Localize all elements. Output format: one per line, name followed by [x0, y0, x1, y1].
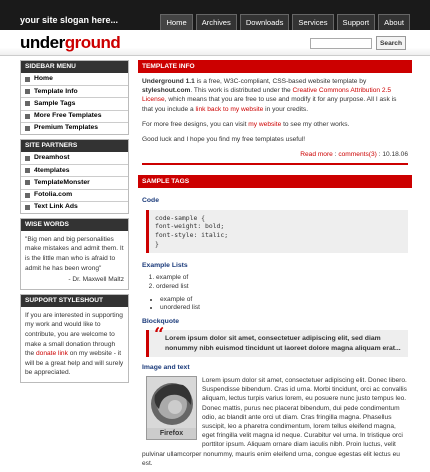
partner-4templates[interactable]: 4templates: [21, 164, 128, 176]
nav-home[interactable]: Home: [160, 14, 192, 30]
search-input[interactable]: [310, 38, 372, 49]
site-slogan: your site slogan here...: [20, 15, 119, 25]
list-item: • example of: [160, 296, 408, 305]
image-and-text: [142, 376, 408, 468]
sample-tags-title: SAMPLE TAGS: [138, 175, 412, 188]
blockquote-heading: Blockquote: [142, 318, 180, 326]
partner-fotolia[interactable]: Fotolia.com: [21, 189, 128, 201]
bullet-icon: [25, 205, 30, 210]
blockquote: “ Lorem ipsum dolor sit amet, consectetuer adipiscing elit, sed diam nonummy nibh euismod tincidunt ut laoreet dolore magna aliquam erat...: [146, 330, 408, 356]
wise-cite: - Dr. Maxwell Maltz: [68, 276, 124, 284]
top-bar: [0, 0, 430, 30]
sidebar-item-home[interactable]: Home: [21, 73, 128, 85]
bullet-icon: [25, 89, 30, 94]
sidebar: [20, 60, 129, 387]
partner-dreamhost[interactable]: Dreamhost: [21, 152, 128, 164]
quote-mark-icon: “: [154, 324, 165, 346]
license-link[interactable]: Creative Commons Attribution 2.5 License: [142, 87, 392, 104]
sidebar-item-sample-tags[interactable]: Sample Tags: [21, 97, 128, 109]
info-paragraph-1: Underground 1.1 is a free, W3C-compliant, CSS-based website template by styleshout.com. This work is distributed under the Creative Commons Attribution 2.5 License, which means that you are free to use and modify it for any purpose. All I ask is that you include a link back to my website in your credits.: [142, 78, 397, 113]
info-paragraph-3: Good luck and I hope you find my free templates useful!: [142, 136, 306, 144]
firefox-logo-icon: [147, 377, 197, 431]
ordered-list: [156, 274, 408, 292]
list-item: 1. example of: [156, 274, 408, 283]
bullet-icon: [25, 114, 30, 119]
my-website-link[interactable]: my website: [248, 120, 282, 128]
image-caption: Firefox: [147, 428, 196, 439]
bullet-icon: [25, 168, 30, 173]
firefox-image: [146, 376, 197, 440]
site-partners: [20, 139, 129, 214]
wise-words-title: WISE WORDS: [21, 219, 128, 231]
partner-templatemonster[interactable]: TemplateMonster: [21, 176, 128, 188]
nav-support[interactable]: Support: [337, 14, 376, 30]
partner-text-link-ads[interactable]: Text Link Ads: [21, 201, 128, 213]
nav-archives[interactable]: Archives: [196, 14, 237, 30]
post-date: 10.18.06: [382, 151, 408, 159]
template-info-title: TEMPLATE INFO: [138, 60, 412, 73]
bullet-icon: [25, 193, 30, 198]
support-text: If you are interested in supporting my work and would like to contribute, you are welcome to make a small donation through the donate link on my website - it will be a great help and will surely be appreciated.: [25, 311, 124, 377]
main-content: [138, 60, 412, 472]
list-item: • unordered list: [160, 304, 408, 313]
site-partners-title: SITE PARTNERS: [21, 140, 128, 152]
post-footer: Read more : comments(3) : 10.18.06: [142, 150, 408, 165]
code-sample: code-sample { font-weight: bold; font-style: italic; }: [146, 210, 408, 253]
header: [0, 30, 430, 56]
link-back[interactable]: link back to my website: [195, 105, 264, 113]
code-heading: Code: [142, 197, 159, 205]
nav-services[interactable]: Services: [292, 14, 333, 30]
sample-tags-body: [138, 188, 412, 472]
search-button[interactable]: Search: [376, 36, 406, 50]
site-logo[interactable]: underground: [20, 33, 121, 52]
info-paragraph-2: For more free designs, you can visit my website to see my other works.: [142, 120, 350, 128]
lists-heading: Example Lists: [142, 261, 188, 269]
wise-quote: "Big men and big personalities make mistakes and admit them. It is the little man who is afraid to admit he has been wrong": [25, 235, 124, 272]
bullet-icon: [25, 77, 30, 82]
support-title: SUPPORT STYLESHOUT: [21, 295, 128, 307]
sidebar-item-premium-templates[interactable]: Premium Templates: [21, 122, 128, 134]
bullet-icon: [25, 126, 30, 131]
image-body-text: Lorem ipsum dolor sit amet, consectetuer adipiscing elit. Donec libero. Suspendisse bibendum. Cras id urna. Morbi tincidunt, orci ac convallis aliquam, lectus turpis varius lorem, eu posuere nunc justo tempus leo. Donec mattis, purus nec placerat bibendum, dui pede condimentum odio, ac blandit ante orci ut diam. Cras fringilla magna. Phasellus suscipit, leo a pharetra condimentum, lorem tellus eleifend magna, eget fringilla velit magna id neque. Curabitur vel urna. In tristique orci porttitor ipsum. Aliquam ornare diam iaculis nibh. Proin luctus, velit pulvinar ullamcorper nonummy, mauris enim eleifend urna, congue egestas elit lectus eu est.: [142, 377, 407, 467]
image-text-heading: Image and text: [142, 363, 190, 371]
support-box: [20, 294, 129, 383]
list-item: 2. ordered list: [156, 283, 408, 292]
wise-words: [20, 218, 129, 290]
bullet-icon: [25, 156, 30, 161]
nav-about[interactable]: About: [378, 14, 410, 30]
comments-link[interactable]: comments(3): [338, 151, 377, 159]
sidebar-item-template-info[interactable]: Template Info: [21, 85, 128, 97]
main-nav: [160, 14, 410, 30]
bullet-icon: [25, 101, 30, 106]
donate-link[interactable]: donate link: [36, 350, 68, 358]
read-more-link[interactable]: Read more: [300, 151, 333, 159]
bullet-icon: [25, 180, 30, 185]
sidebar-menu: [20, 60, 129, 135]
nav-downloads[interactable]: Downloads: [240, 14, 290, 30]
template-info-body: [138, 73, 412, 169]
sidebar-item-more-free-templates[interactable]: More Free Templates: [21, 110, 128, 122]
unordered-list: [160, 296, 408, 314]
sidebar-menu-title: SIDEBAR MENU: [21, 61, 128, 73]
